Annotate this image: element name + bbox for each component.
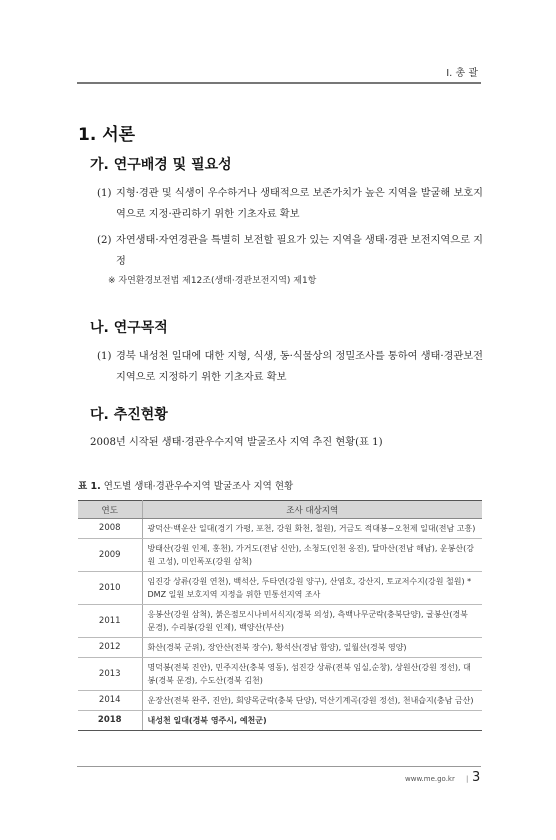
list-item bbox=[97, 230, 483, 272]
cell-area: 명덕봉(전북 진안), 민주지산(충북 영동), 섬진강 상류(전북 임실,순창), 상원산(강원 정선), 대봉(경북 문경), 수도산(경북 김천) bbox=[142, 658, 482, 691]
cell-year: 2018 bbox=[78, 711, 142, 731]
item-text: 경북 내성천 일대에 대한 지형, 식생, 동·식물상의 정밀조사를 통하여 생태·경관보전지역으로 지정하기 위한 기초자료 확보 bbox=[116, 351, 483, 383]
table-row bbox=[78, 658, 482, 691]
cell-year: 2008 bbox=[78, 519, 142, 539]
list-item bbox=[97, 183, 483, 225]
page-number: 3 bbox=[472, 770, 481, 785]
table-caption bbox=[78, 478, 293, 492]
table-row bbox=[78, 519, 482, 539]
cell-area: 응봉산(강원 삼척), 붉은점모시나비서식지(경북 의성), 측백나무군락(충북단양), 굴봉산(경북 문경), 수리봉(강원 인제), 백양산(부산) bbox=[142, 605, 482, 638]
header-rule bbox=[77, 82, 481, 84]
legal-note: ※ 자연환경보전법 제12조(생태·경관보전지역) 제1항 bbox=[108, 276, 317, 286]
table-row bbox=[78, 711, 482, 731]
footer-url: www.me.go.kr bbox=[405, 775, 455, 783]
cell-area: 방태산(강원 인제, 홍천), 가거도(전남 신안), 소청도(인천 옹진), 달마산(전남 해남), 운봉산(강원 고성), 미인폭포(강원 삼척) bbox=[142, 539, 482, 572]
cell-year: 2011 bbox=[78, 605, 142, 638]
survey-table bbox=[78, 500, 482, 731]
footer-separator: | bbox=[466, 775, 469, 783]
header-section-label: I. 총 괄 bbox=[446, 68, 478, 79]
list-item bbox=[97, 346, 483, 388]
table-row bbox=[78, 572, 482, 605]
table-caption-label: 표 1. bbox=[78, 481, 101, 492]
cell-area: 화산(경북 군위), 장안산(전북 장수), 황석산(경남 함양), 일월산(경북 영양) bbox=[142, 638, 482, 658]
item-text: 자연생태·자연경관을 특별히 보전할 필요가 있는 지역을 생태·경관 보전지역으로 지정 bbox=[116, 235, 483, 267]
cell-year: 2013 bbox=[78, 658, 142, 691]
item-number: (1) bbox=[97, 188, 112, 199]
cell-year: 2012 bbox=[78, 638, 142, 658]
item-number: (2) bbox=[97, 235, 112, 246]
column-header-area: 조사 대상지역 bbox=[142, 501, 482, 519]
cell-area: 광덕산·백운산 일대(경기 가평, 포천, 강원 화천, 철원), 거금도 적대봉~오천제 일대(전남 고흥) bbox=[142, 519, 482, 539]
column-header-year: 연도 bbox=[78, 501, 142, 519]
table-caption-text: 연도별 생태·경관우수지역 발굴조사 지역 현황 bbox=[100, 481, 294, 492]
cell-area: 임진강 상류(강원 연천), 백석산, 두타연(강원 양구), 산염호, 강산지, 토교저수지(강원 철원) * DMZ 일원 보호지역 지정을 위한 민통선지역 조사 bbox=[142, 572, 482, 605]
section-heading-da: 다. 추진현황 bbox=[90, 407, 168, 423]
cell-area: 운장산(전북 완주, 진안), 회양목군락(충북 단양), 덕산기계곡(강원 정선), 천내습지(충남 금산) bbox=[142, 691, 482, 711]
table-row bbox=[78, 691, 482, 711]
section-heading-ga: 가. 연구배경 및 필요성 bbox=[90, 157, 232, 173]
table-row bbox=[78, 638, 482, 658]
section-heading-na: 나. 연구목적 bbox=[90, 320, 168, 336]
cell-year: 2009 bbox=[78, 539, 142, 572]
item-number: (1) bbox=[97, 351, 112, 362]
table-row bbox=[78, 605, 482, 638]
progress-paragraph: 2008년 시작된 생태·경관우수지역 발굴조사 지역 추진 현황(표 1) bbox=[90, 437, 383, 448]
cell-year: 2014 bbox=[78, 691, 142, 711]
chapter-title: 1. 서론 bbox=[78, 125, 136, 145]
item-text: 지형·경관 및 식생이 우수하거나 생태적으로 보존가치가 높은 지역을 발굴해 보호지역으로 지정·관리하기 위한 기초자료 확보 bbox=[116, 188, 483, 220]
footer-rule bbox=[77, 766, 481, 767]
cell-year: 2010 bbox=[78, 572, 142, 605]
cell-area: 내성천 일대(경북 영주시, 예천군) bbox=[142, 711, 482, 731]
table-row bbox=[78, 539, 482, 572]
